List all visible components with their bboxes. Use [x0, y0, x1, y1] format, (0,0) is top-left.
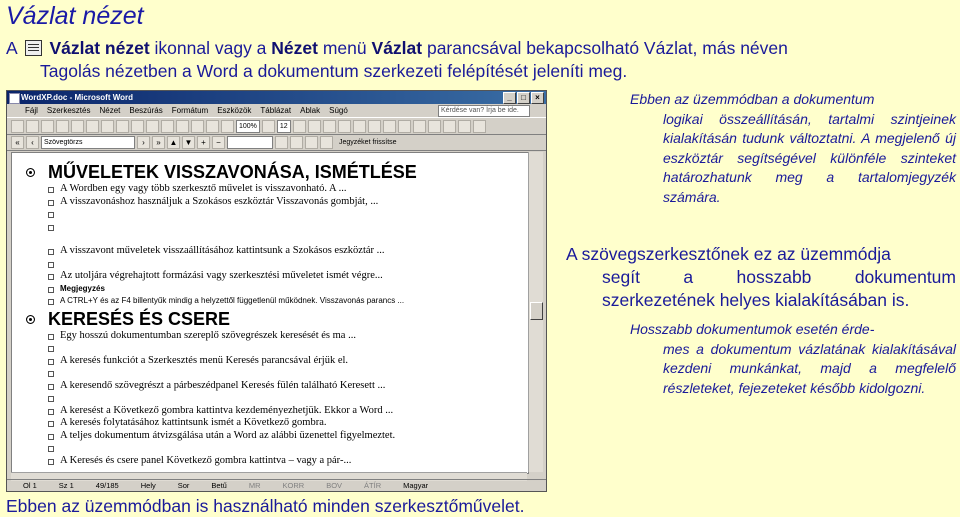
body-text-marker-icon — [48, 446, 54, 452]
list-item[interactable] — [12, 392, 528, 405]
update-toc-label[interactable]: Jegyzéket frissítse — [339, 139, 397, 146]
first-line-only-icon[interactable] — [275, 136, 288, 149]
body-text-marker-icon — [48, 459, 54, 465]
justify-icon[interactable] — [383, 120, 396, 133]
word-menubar — [7, 104, 546, 117]
indent-icon[interactable] — [428, 120, 441, 133]
bullets-icon[interactable] — [413, 120, 426, 133]
word-app-icon — [9, 93, 20, 104]
list-item[interactable]: A Wordben egy vagy több szerkesztő művelet is visszavonható. A ... — [12, 183, 528, 196]
body-text-marker-icon — [48, 225, 54, 231]
list-item[interactable]: A CTRL+Y és az F4 billentyűk mindig a helyzettől függetlenül működnek. Visszavonás parancs ... — [12, 295, 528, 308]
align-right-icon[interactable] — [368, 120, 381, 133]
list-item[interactable]: A visszavonáshoz használjuk a Szokásos eszköztár Visszavonás gombját, ... — [12, 196, 528, 209]
menu-file[interactable]: Fájl — [25, 106, 38, 115]
font-color-icon[interactable] — [473, 120, 486, 133]
print-icon[interactable] — [56, 120, 69, 133]
open-icon[interactable] — [26, 120, 39, 133]
pilcrow-icon[interactable] — [221, 120, 234, 133]
body-text-marker-icon — [48, 384, 54, 390]
outline-heading-1[interactable]: KERESÉS ÉS CSERE — [12, 308, 528, 330]
body-text-marker-icon — [48, 409, 54, 415]
list-item[interactable]: A teljes dokumentum átvizsgálása után a Word az alábbi üzenettel figyelmeztet. — [12, 430, 528, 443]
demote-to-body-icon[interactable]: » — [152, 136, 165, 149]
menu-view[interactable]: Nézet — [99, 106, 121, 115]
outline-heading-1[interactable]: MŰVELETEK VISSZAVONÁSA, ISMÉTLÉSE — [12, 161, 528, 183]
body-text-marker-icon — [48, 346, 54, 352]
bottom-caption: Ebben az üzemmódban is használható minden szerkesztőművelet. — [6, 496, 525, 516]
intro-paragraph: A Vázlat nézet ikonnal vagy a Nézet menü Vázlat parancsával bekapcsolható Vázlat, más néven Tagolás nézetben a Word a dokumentum szerkezeti felépítését jeleníti meg. — [6, 38, 788, 81]
body-text-marker-icon — [48, 249, 54, 255]
show-level-select[interactable] — [227, 136, 273, 149]
list-item[interactable]: Egy hosszú dokumentumban szereplő szövegrészek keresését és ma ... — [12, 330, 528, 343]
menu-table[interactable]: Táblázat — [260, 106, 292, 115]
bold-icon[interactable] — [293, 120, 306, 133]
list-item[interactable] — [12, 442, 528, 455]
demote-icon[interactable]: › — [137, 136, 150, 149]
paste-icon[interactable] — [131, 120, 144, 133]
body-text-marker-icon — [48, 200, 54, 206]
list-item[interactable]: Megjegyzés — [12, 283, 528, 296]
body-text-marker-icon — [48, 274, 54, 280]
redo-icon[interactable] — [161, 120, 174, 133]
body-text-marker-icon — [48, 396, 54, 402]
outline-document-area[interactable] — [11, 152, 529, 474]
drawing-icon[interactable] — [206, 120, 219, 133]
body-text-marker-icon — [48, 262, 54, 268]
table-icon[interactable] — [176, 120, 189, 133]
align-left-icon[interactable] — [338, 120, 351, 133]
collapse-icon[interactable]: − — [212, 136, 225, 149]
font-icon[interactable] — [262, 120, 275, 133]
word-window-screenshot — [6, 90, 547, 492]
slide-title: Vázlat nézet — [6, 2, 144, 30]
list-item[interactable]: A visszavont műveletek visszaállításához kattintsunk a Szokásos eszköztár ... — [12, 245, 528, 258]
list-item[interactable]: A keresés folytatásához kattintsunk ismét a Következő gombra. — [12, 417, 528, 430]
body-text-marker-icon — [48, 359, 54, 365]
highlight-icon[interactable] — [458, 120, 471, 133]
list-item[interactable] — [12, 208, 528, 221]
update-toc-icon[interactable] — [305, 136, 318, 149]
promote-icon[interactable]: ‹ — [26, 136, 39, 149]
promote-heading-icon[interactable]: « — [11, 136, 24, 149]
help-search-input[interactable]: Kérdése van? Írja be ide. — [438, 105, 530, 117]
body-text-marker-icon — [48, 334, 54, 340]
list-item[interactable]: A Keresés és csere panel Következő gombra kattintva – vagy a pár-... — [12, 455, 528, 468]
move-down-icon[interactable]: ▼ — [182, 136, 195, 149]
save-icon[interactable] — [41, 120, 54, 133]
spelling-icon[interactable] — [86, 120, 99, 133]
outlining-toolbar — [7, 135, 546, 151]
numbering-icon[interactable] — [398, 120, 411, 133]
heading-bullet-icon[interactable] — [26, 168, 35, 177]
undo-icon[interactable] — [146, 120, 159, 133]
menu-window[interactable]: Ablak — [300, 106, 321, 115]
menu-edit[interactable]: Szerkesztés — [46, 106, 91, 115]
status-bar: Ol 1 Sz 1 49/185 Hely Sor Betű MR KORR BOV ÁTÍR Magyar — [7, 479, 546, 491]
scroll-thumb[interactable] — [530, 302, 543, 320]
list-item[interactable] — [12, 221, 528, 234]
body-text-marker-icon — [48, 287, 54, 293]
expand-icon[interactable]: + — [197, 136, 210, 149]
show-formatting-icon[interactable] — [290, 136, 303, 149]
underline-icon[interactable] — [323, 120, 336, 133]
right-note-3: Hosszabb dokumentumok esetén érde- mes a dokumentum vázlatának kialakításával kezdeni munkánkat, majd a megfelelő részleteket, fejezeteket később kidolgozni. — [630, 321, 956, 396]
align-center-icon[interactable] — [353, 120, 366, 133]
body-text-marker-icon — [48, 187, 54, 193]
outline-view-icon — [25, 40, 42, 56]
menu-tools[interactable]: Eszközök — [217, 106, 252, 115]
cut-icon[interactable] — [101, 120, 114, 133]
italic-icon[interactable] — [308, 120, 321, 133]
right-note-1: Ebben az üzemmódban a dokumentum logikai összeállításán, tartalmi szintjeinek kialakításán tudunk változtatni. A megjelenő új eszköztár segítségével különféle szinteket határozhatunk meg a tartalomjegyzék számára. — [630, 91, 956, 205]
vertical-scrollbar[interactable] — [528, 152, 543, 472]
preview-icon[interactable] — [71, 120, 84, 133]
body-text-marker-icon — [48, 421, 54, 427]
copy-icon[interactable] — [116, 120, 129, 133]
body-text-marker-icon — [48, 371, 54, 377]
new-doc-icon[interactable] — [11, 120, 24, 133]
list-item[interactable] — [12, 342, 528, 355]
close-button[interactable]: × — [531, 92, 544, 104]
heading-bullet-icon[interactable] — [26, 315, 35, 324]
standard-toolbar — [7, 117, 546, 135]
menu-format[interactable]: Formátum — [171, 106, 209, 115]
zoom-select[interactable]: 100% — [236, 120, 260, 133]
move-up-icon[interactable]: ▲ — [167, 136, 180, 149]
menu-insert[interactable]: Beszúrás — [129, 106, 163, 115]
columns-icon[interactable] — [191, 120, 204, 133]
word-titlebar: WordXP.doc - Microsoft Word _ □ × — [7, 91, 546, 104]
minimize-button[interactable]: _ — [503, 92, 516, 104]
body-text-marker-icon — [48, 299, 54, 305]
body-text-marker-icon — [48, 212, 54, 218]
maximize-button[interactable]: □ — [517, 92, 530, 104]
list-item[interactable]: A keresést a Következő gombra kattintva kezdeményezhetjük. Ekkor a Word ... — [12, 405, 528, 418]
list-item[interactable]: A keresés funkciót a Szerkesztés menü Keresés parancsával érjük el. — [12, 355, 528, 368]
list-item[interactable] — [12, 258, 528, 271]
menu-help[interactable]: Súgó — [329, 106, 348, 115]
right-note-2: A szövegszerkesztőnek ez az üzemmódja segít a hosszabb dokumentum szerkezetének helyes kialakításában is. — [566, 244, 956, 310]
go-to-toc-icon[interactable] — [320, 136, 333, 149]
border-icon[interactable] — [443, 120, 456, 133]
list-item[interactable] — [12, 367, 528, 380]
body-text-marker-icon — [48, 434, 54, 440]
font-size-select[interactable]: 12 — [277, 120, 291, 133]
outline-level-select[interactable]: Szövegtörzs — [41, 136, 135, 149]
list-item[interactable]: A keresendő szövegrészt a párbeszédpanel Keresés fülén található Keresett ... — [12, 380, 528, 393]
list-item[interactable]: Az utoljára végrehajtott formázási vagy szerkesztési műveletet ismét végre... — [12, 270, 528, 283]
